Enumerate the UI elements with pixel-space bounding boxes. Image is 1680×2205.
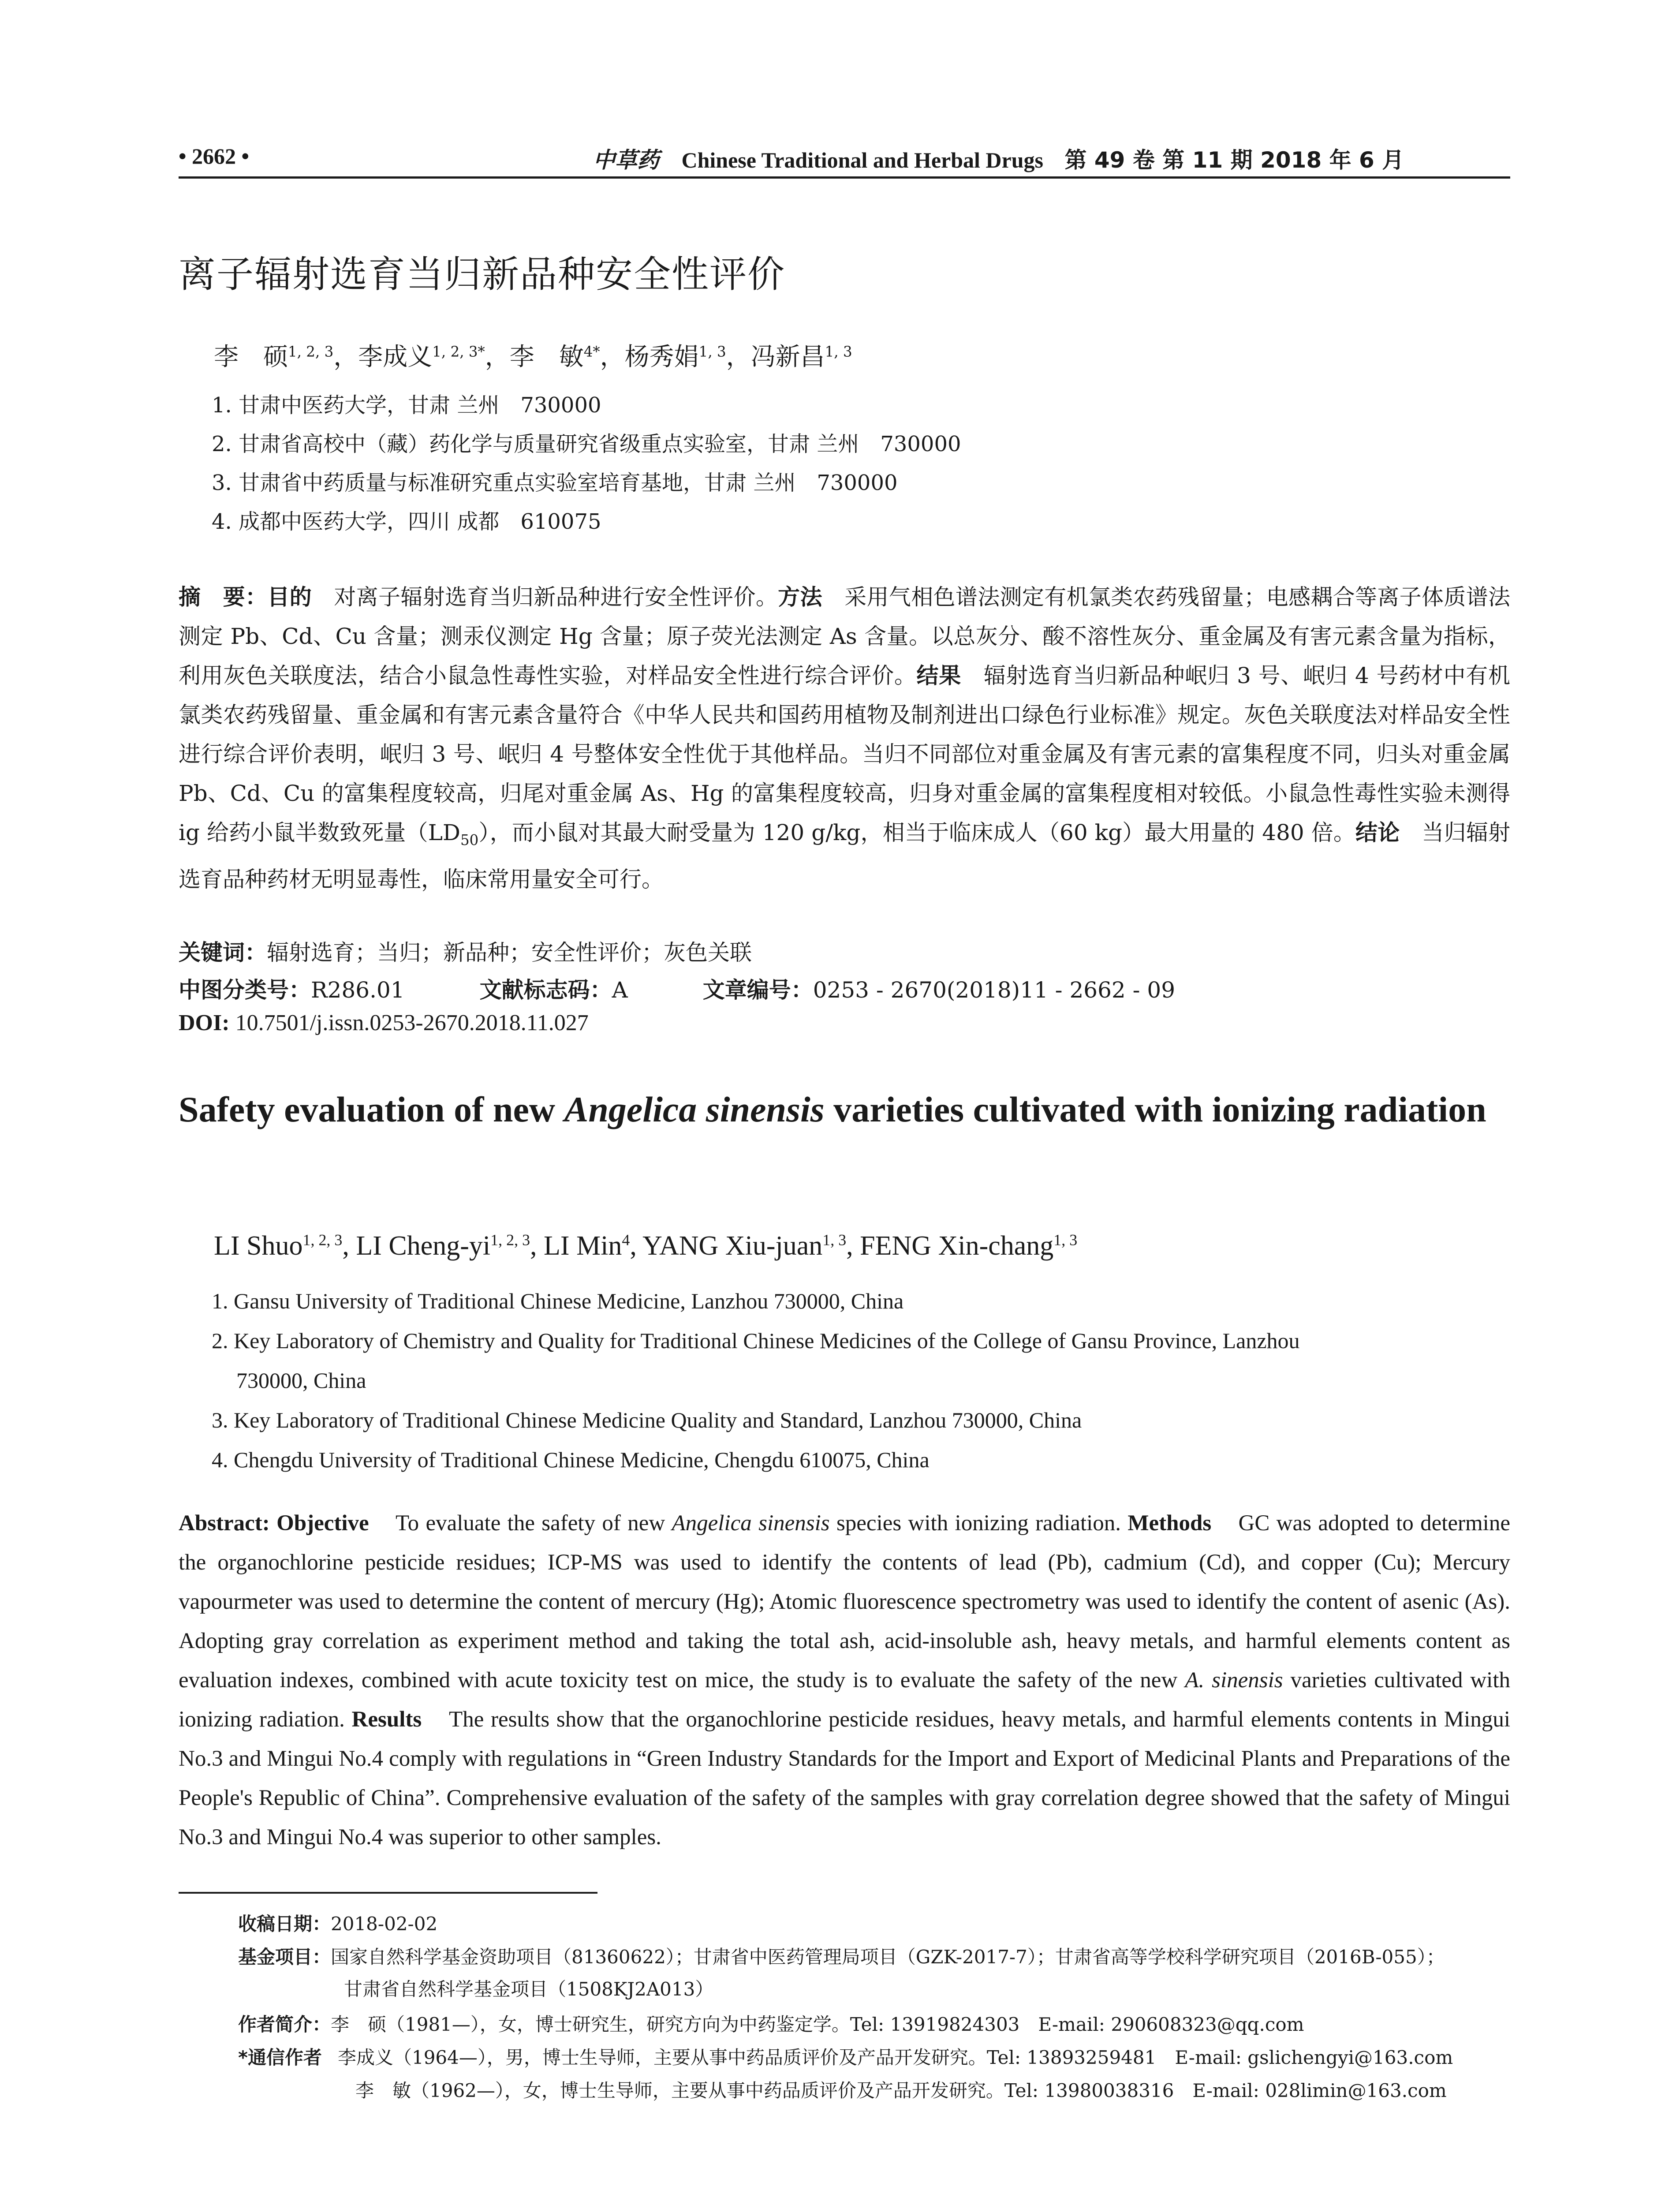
en-methods-b: varieties cultivated with ionizing radiation. [179, 1668, 1511, 1732]
journal-name: Chinese Traditional and Herbal Drugs [681, 148, 1043, 172]
en-affiliation: 2. Key Laboratory of Chemistry and Quality for Traditional Chinese Medicines of the College of Gansu Province, Lanzhou [212, 1328, 1300, 1353]
cn-affiliation: 2. 甘肃省高校中（藏）药化学与质量研究省级重点实验室，甘肃 兰州 730000 [212, 432, 961, 456]
author-info-label: 作者简介： [238, 2014, 331, 2035]
article-no-label: 文章编号： [702, 977, 813, 1003]
keywords-text: 辐射选育；当归；新品种；安全性评价；灰色关联 [267, 940, 752, 965]
doc-code-label: 文献标志码： [479, 977, 612, 1003]
en-author-sep: , [342, 1231, 356, 1261]
cn-abstract-label: 摘 要： [179, 584, 268, 610]
cn-author: 李 硕 [214, 343, 288, 371]
en-author-affil: 1, 3 [1053, 1231, 1078, 1249]
cn-author-affil: 4* [583, 343, 600, 360]
corr-text: 李成义（1964—），男，博士生导师，主要从事中药品质评价及产品开发研究。Tel: 13893259481 E-mail: gslichengyi@163.com [337, 2047, 1453, 2068]
received-date: 2018-02-02 [331, 1913, 438, 1935]
author-info-text: 李 硕（1981—），女，博士研究生，研究方向为中药鉴定学。Tel: 13919824303 E-mail: 290608323@qq.com [331, 2014, 1304, 2035]
cn-objective-label: 目的 [267, 584, 312, 610]
cn-methods: 采用气相色谱法测定有机氯类农药残留量；电感耦合等离子体质谱法测定 Pb、Cd、Cu 含量；测汞仪测定 Hg 含量；原子荧光法测定 As 含量。以总灰分、酸不溶性灰分、重金属及有害元素含量为指标，利用灰色关联度法，结合小鼠急性毒性实验，对样品安全性进行综合评价。 [179, 584, 1511, 688]
cn-author-sep: ， [485, 343, 510, 371]
classification-line [179, 972, 1175, 1004]
footnote-corresponding [238, 2043, 1453, 2070]
doi-value: 10.7501/j.issn.0253-2670.2018.11.027 [229, 1010, 589, 1035]
doi-label: DOI: [179, 1010, 230, 1035]
cn-results-a: 辐射选育当归新品种岷归 3 号、岷归 4 号药材中有机氯类农药残留量、重金属和有害元素含量符合《中华人民共和国药用植物及制剂进出口绿色行业标准》规定。灰色关联度法对样品安全性进行综合评价表明，岷归 3 号、岷归 4 号整体安全性优于其他样品。当归不同部位对重金属及有害元素的富集程度不同，归头对重金属 Pb、Cd、Cu 的富集程度较高，归尾对重金属 As、Hg 的富集程度较高，归身对重金属的富集程度相对较低。小鼠急性毒性实验未测得 ig 给药小鼠半数致死量（LD [179, 663, 1511, 845]
en-title-species: Angelica sinensis [564, 1089, 825, 1129]
footnote-rule [179, 1892, 597, 1894]
cn-author-affil: 1, 3 [825, 343, 852, 360]
en-authors [214, 1230, 1077, 1262]
journal-logo: 中草药 [593, 147, 659, 173]
en-objective-species: Angelica sinensis [672, 1511, 830, 1536]
corr-label: *通信作者 [238, 2047, 322, 2068]
header-rule [179, 176, 1510, 179]
cn-author: 杨秀娟 [624, 343, 699, 371]
cn-author-sep: ， [726, 343, 751, 371]
cn-methods-label: 方法 [778, 584, 822, 610]
en-methods: GC was adopted to determine the organochlorine pesticide residues; ICP-MS was used to identify the contents of lead (Pb), cadmium (Cd), and copper (Cu); Mercury vapourmeter was used to determine the content of mercury (Hg); Atomic fluorescence spectrometry was used to identify the content of asenic (As). Adopting gray correlation as experiment method and taking the total ash, acid-insoluble ash, heavy metals, and harmful elements content as evaluation indexes, combined with acute toxicity test on mice, the study is to evaluate the safety of the new [179, 1511, 1516, 1693]
clc-label: 中图分类号： [179, 977, 311, 1003]
en-author-affil: 1, 2, 3 [490, 1231, 530, 1249]
journal-info [593, 142, 1404, 174]
en-objective-b: species with ionizing radiation. [829, 1511, 1128, 1536]
cn-author: 李 敏 [509, 343, 584, 371]
cn-affiliation: 4. 成都中医药大学，四川 成都 610075 [212, 509, 601, 534]
en-author-affil: 1, 3 [822, 1231, 847, 1249]
fund-label: 基金项目： [238, 1946, 331, 1968]
en-title-part: varieties cultivated with ionizing radiation [824, 1089, 1486, 1129]
en-author: LI Cheng-yi [356, 1231, 491, 1261]
cn-author-sep: ， [600, 343, 625, 371]
page-number: • 2662 • [179, 144, 250, 168]
en-methods-label: Methods [1127, 1511, 1212, 1536]
en-author: YANG Xiu-juan [642, 1231, 823, 1261]
en-author-sep: , [530, 1231, 544, 1261]
en-author-sep: , [630, 1231, 643, 1261]
cn-author: 冯新昌 [750, 343, 825, 371]
clc-value: R286.01 [311, 977, 405, 1003]
footnote-fund-cont [238, 1975, 713, 2001]
footnote-received [238, 1910, 437, 1936]
en-affiliation: 4. Chengdu University of Traditional Chinese Medicine, Chengdu 610075, China [212, 1447, 930, 1472]
cn-keywords [179, 935, 752, 967]
received-label: 收稿日期： [238, 1913, 331, 1935]
en-affiliation-cont-text: 730000, China [236, 1368, 366, 1393]
en-abstract [179, 1504, 1516, 1857]
footnote-author [238, 2010, 1304, 2037]
cn-affiliation: 3. 甘肃省中药质量与标准研究重点实验室培育基地，甘肃 兰州 730000 [212, 471, 898, 495]
en-methods-species: A. sinensis [1185, 1668, 1283, 1693]
en-title-part: Safety evaluation of new [179, 1089, 564, 1129]
cn-title: 离子辐射选育当归新品种安全性评价 [179, 253, 786, 296]
cn-results-b: ），而小鼠对其最大耐受量为 120 g/kg，相当于临床成人（60 kg）最大用量的 480 倍。 [478, 820, 1356, 845]
en-affiliation-cont [212, 1360, 1510, 1400]
en-results-label: Results [351, 1707, 422, 1732]
doi-line [179, 1010, 589, 1036]
en-author-affil: 1, 2, 3 [302, 1231, 343, 1249]
cn-abstract [179, 578, 1510, 899]
en-affiliation: 3. Key Laboratory of Traditional Chinese Medicine Quality and Standard, Lanzhou 730000, China [212, 1408, 1082, 1432]
footnote-corresponding-2 [238, 2076, 1447, 2103]
en-objective: To evaluate the safety of new [369, 1511, 672, 1536]
fund-text-cont: 甘肃省自然科学基金项目（1508KJ2A013） [344, 1978, 714, 2000]
article-no-value: 0253 - 2670(2018)11 - 2662 - 09 [813, 977, 1176, 1003]
cn-conclusion: 当归辐射选育品种药材无明显毒性，临床常用量安全可行。 [179, 820, 1511, 892]
en-title [179, 1085, 1510, 1134]
cn-affiliation: 1. 甘肃中医药大学，甘肃 兰州 730000 [212, 393, 601, 418]
en-results: The results show that the organochlorine pesticide residues, heavy metals, and harmful elements contents in Mingui No.3 and Mingui No.4 comply with regulations in “Green Industry Standards for the Import and Export of Medicinal Plants and Preparations of the People's Republic of China”. Comprehensive evaluation of the safety of the samples with gray correlation degree showed that the safety of Mingui No.3 and Mingui No.4 was superior to other samples. [179, 1707, 1516, 1850]
keywords-label: 关键词： [179, 940, 267, 965]
cn-authors [214, 337, 852, 373]
cn-author: 李成义 [358, 343, 433, 371]
footnote-fund [238, 1943, 1445, 1969]
cn-author-affil: 1, 3 [698, 343, 726, 360]
cn-author-sep: ， [333, 343, 358, 371]
cn-author-affil: 1, 2, 3* [432, 343, 485, 360]
en-author: LI Min [544, 1231, 622, 1261]
en-abstract-label: Abstract: Objective [179, 1511, 369, 1536]
running-header [179, 139, 1510, 179]
journal-issue: 第 49 卷 第 11 期 2018 年 6 月 [1064, 147, 1404, 173]
en-author: LI Shuo [214, 1231, 303, 1261]
doc-code-value: A [612, 977, 628, 1003]
corr-text-2: 李 敏（1962—），女，博士生导师，主要从事中药品质评价及产品开发研究。Tel: 13980038316 E-mail: 028limin@163.com [355, 2080, 1447, 2101]
ld50-subscript: 50 [460, 832, 479, 848]
cn-objective: 对离子辐射选育当归新品种进行安全性评价。 [312, 584, 778, 610]
cn-conclusion-label: 结论 [1355, 820, 1400, 845]
fund-text: 国家自然科学基金资助项目（81360622）；甘肃省中医药管理局项目（GZK-2017-7）；甘肃省高等学校科学研究项目（2016B-055）； [331, 1946, 1445, 1968]
en-author: FENG Xin-chang [860, 1231, 1054, 1261]
en-author-sep: , [846, 1231, 860, 1261]
en-affiliation: 1. Gansu University of Traditional Chinese Medicine, Lanzhou 730000, China [212, 1289, 904, 1313]
cn-results-label: 结果 [916, 663, 961, 688]
en-author-affil: 4 [622, 1231, 630, 1249]
cn-author-affil: 1, 2, 3 [288, 343, 334, 360]
